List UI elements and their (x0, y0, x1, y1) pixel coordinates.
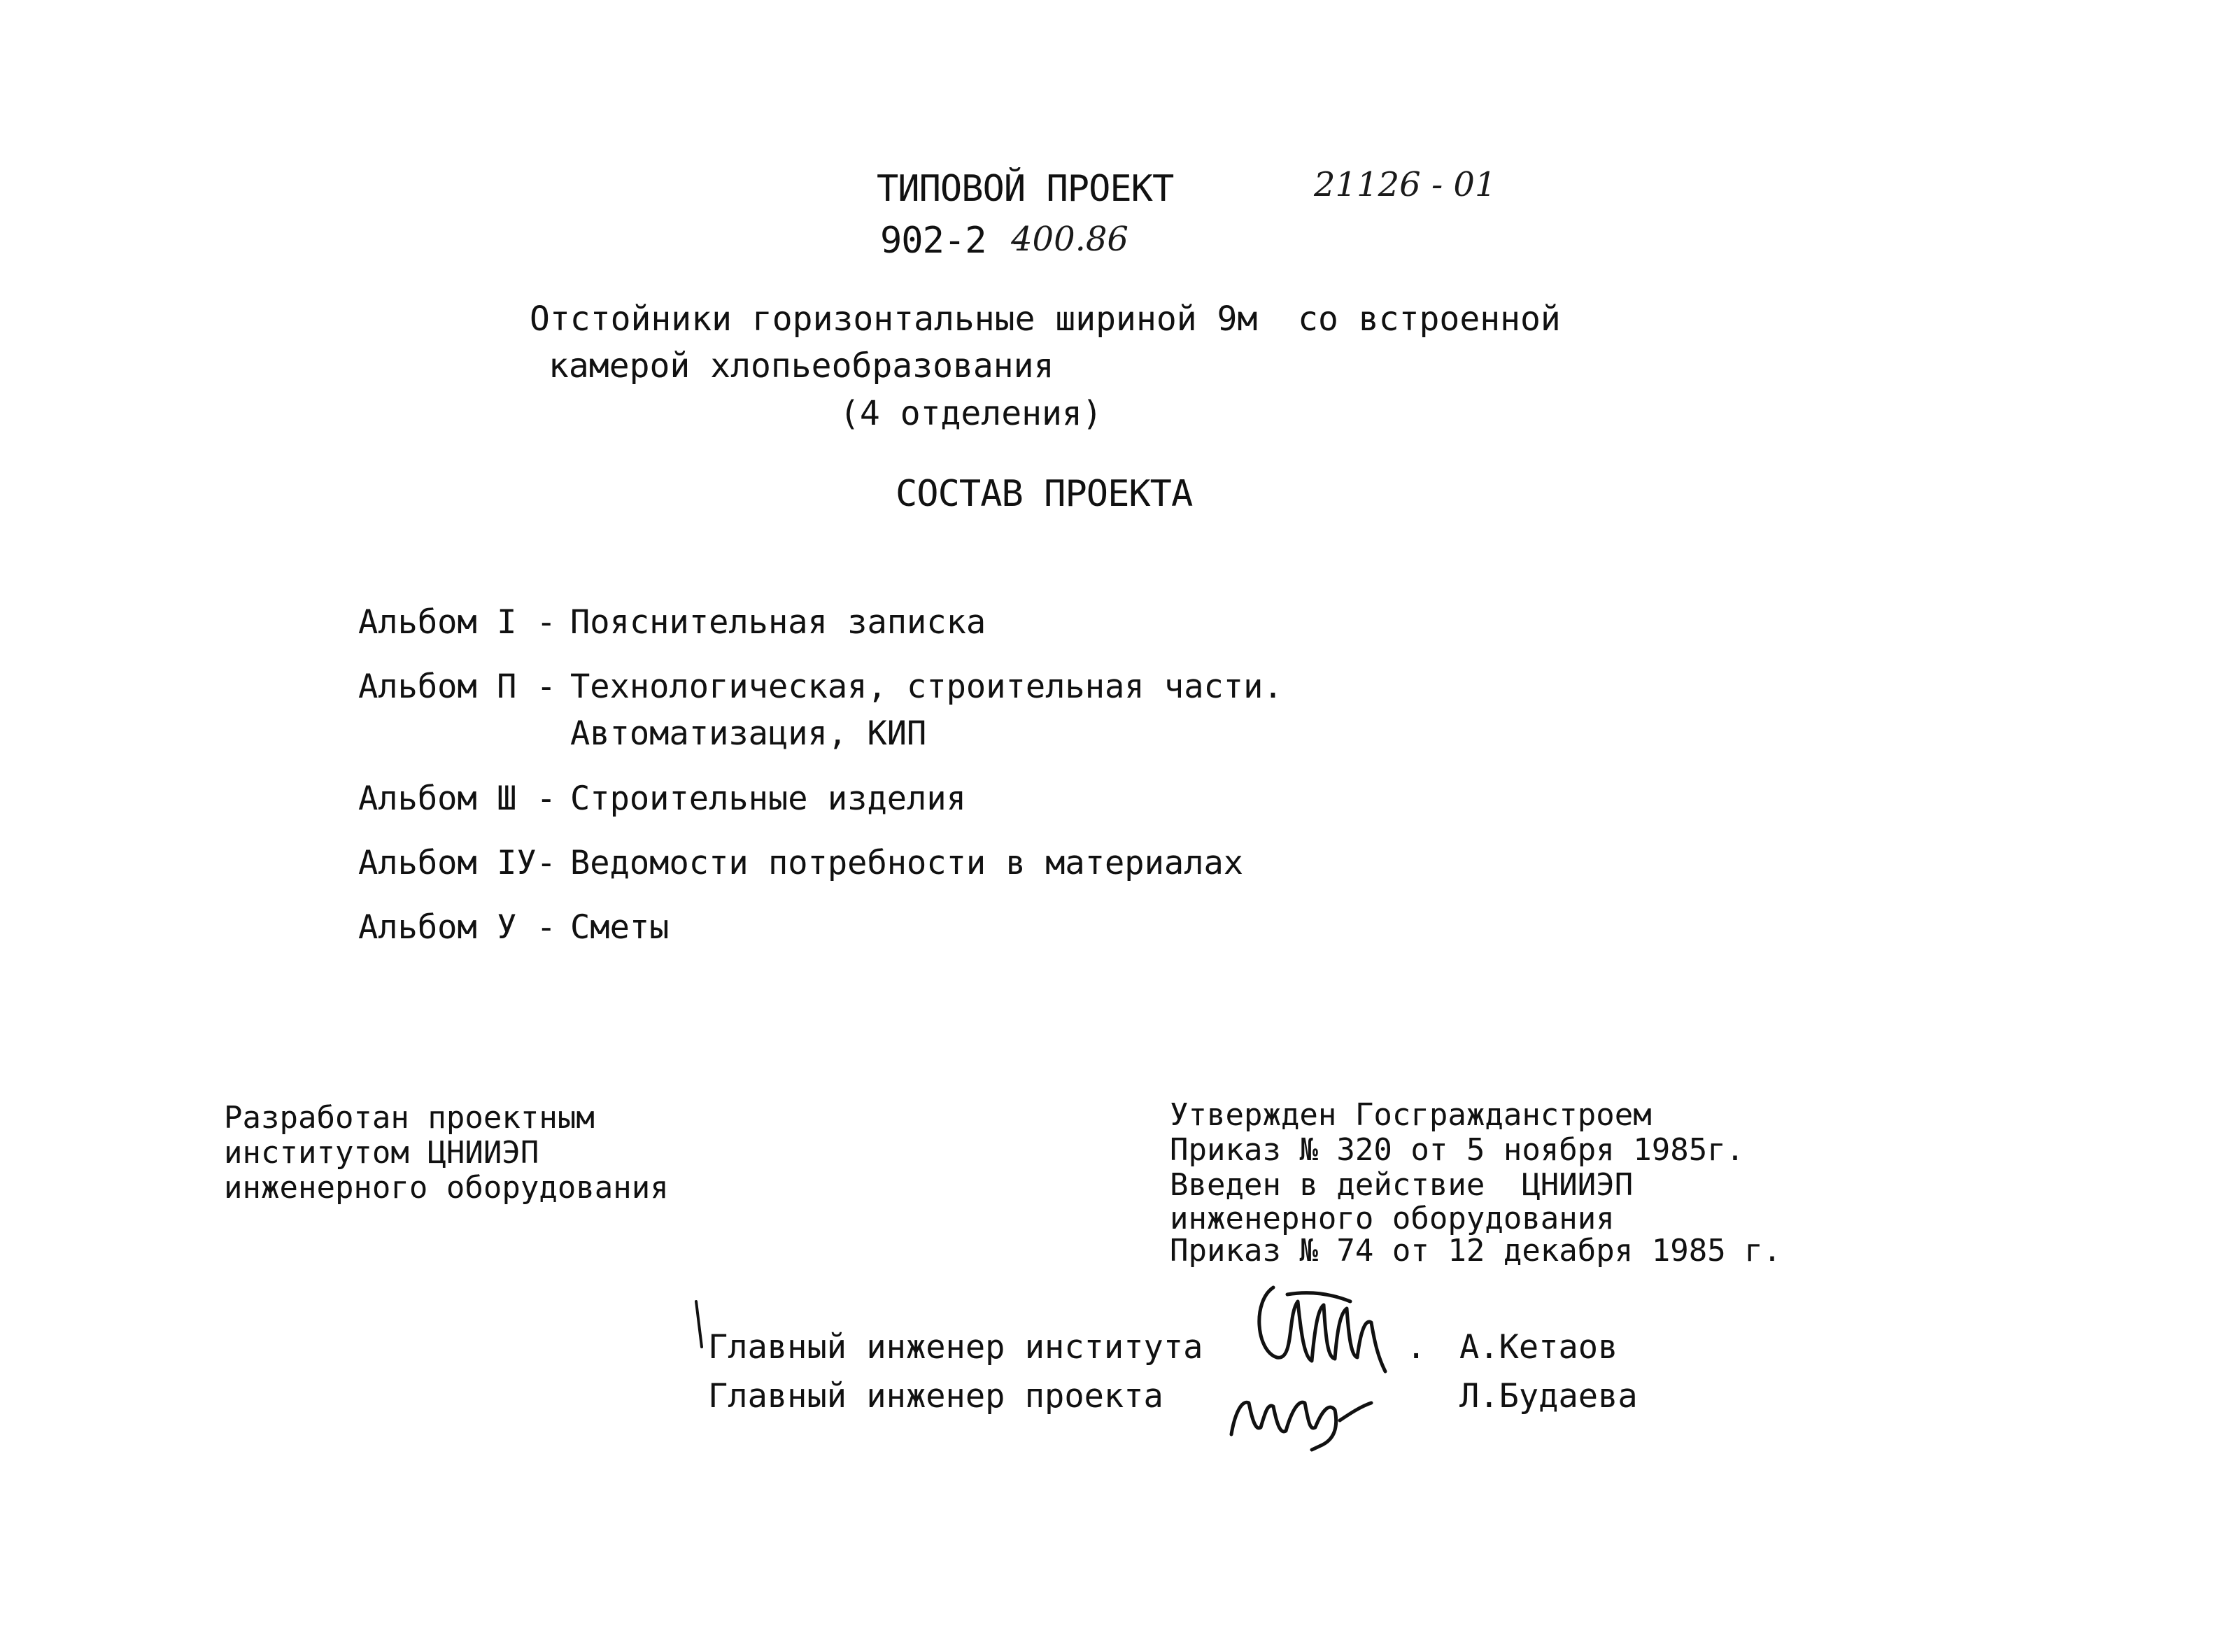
developer-line-1: Разработан проектным (224, 1100, 595, 1136)
signature-dot: . (1406, 1328, 1427, 1367)
album-label: Альбом Ш - (358, 779, 556, 818)
album-title-continued: Автоматизация, КИП (570, 714, 927, 753)
signatory-name: Л.Будаева (1459, 1377, 1638, 1416)
project-type-label: ТИПОВОЙ ПРОЕКТ (877, 168, 1174, 210)
album-title: Сметы (570, 908, 670, 947)
project-number-suffix: 400.86 (1011, 220, 1128, 259)
album-label: Альбом П - (358, 668, 556, 706)
developer-line-3: инженерного оборудования (224, 1170, 669, 1206)
signature-scribble-icon (1217, 1371, 1399, 1455)
archive-code: 21126 - 01 (1314, 165, 1496, 204)
subject-line-1: Отстойники горизонтальные шириной 9м со встроенной (530, 299, 1561, 339)
subject-line-2: камерой хлопьеобразования (549, 346, 1054, 386)
approval-line-4: инженерного оборудования (1170, 1201, 1615, 1236)
album-title: Строительные изделия (570, 779, 966, 818)
section-title: СОСТАВ ПРОЕКТА (896, 473, 1193, 515)
album-label: Альбом I - (358, 603, 556, 642)
signature-scribble-icon (1245, 1273, 1427, 1378)
album-title: Ведомости потребности в материалах (570, 844, 1244, 882)
album-label: Альбом У - (358, 908, 556, 947)
approval-line-5: Приказ № 74 от 12 декабря 1985 г. (1170, 1233, 1782, 1269)
project-number-prefix: 902-2 - (880, 220, 1029, 262)
album-title: Пояснительная записка (570, 603, 986, 642)
signature-position: Главный инженер проекта (708, 1377, 1163, 1416)
approval-line-3: Введен в действие ЦНИИЭП (1170, 1167, 1634, 1203)
signature-position: Главный инженер института (708, 1328, 1203, 1367)
pen-tick-mark (689, 1298, 710, 1354)
approval-line-1: Утвержден Госгражданстроем (1170, 1097, 1652, 1133)
signatory-name: А.Кетаов (1459, 1328, 1618, 1367)
subject-line-3: (4 отделения) (840, 394, 1103, 433)
approval-line-2: Приказ № 320 от 5 ноября 1985г. (1170, 1132, 1745, 1168)
album-label: Альбом IУ- (358, 844, 556, 882)
album-title: Технологическая, строительная части. (570, 668, 1283, 706)
developer-line-2: институтом ЦНИИЭП (224, 1135, 539, 1171)
